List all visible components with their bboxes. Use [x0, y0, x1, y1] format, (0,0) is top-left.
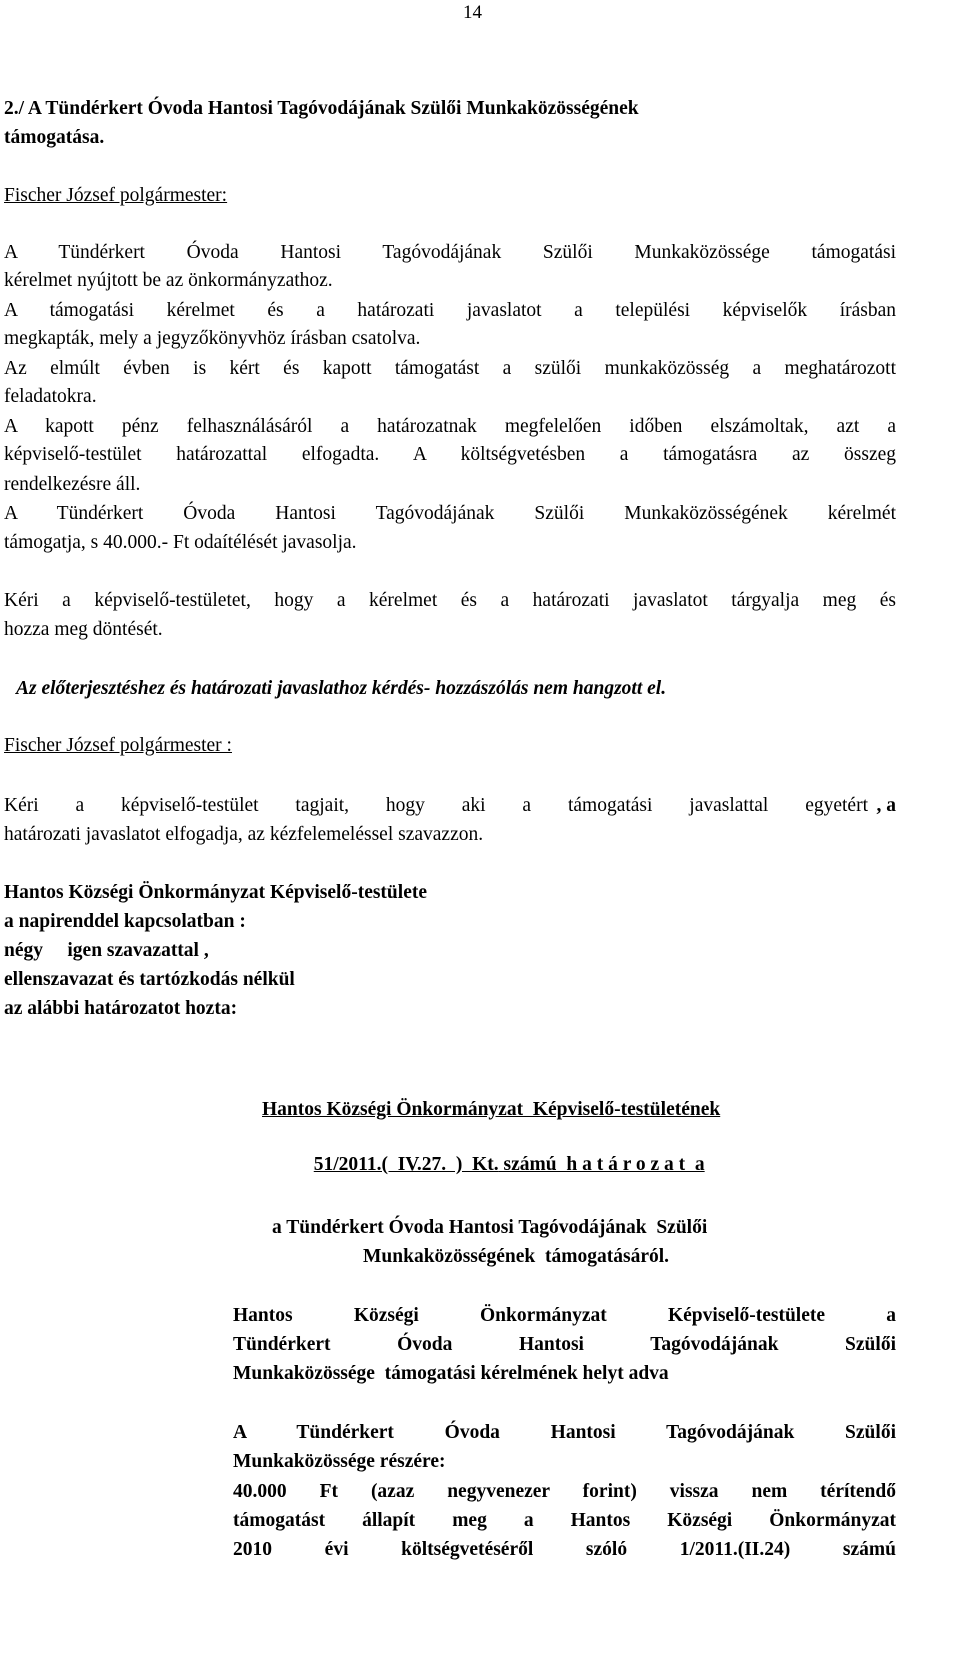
resolution-body1-line2: Tündérkert Óvoda Hantosi Tagóvodájának Szülői	[233, 1334, 896, 1355]
resolution-body2-line5: 2010 évi költségvetéséről szóló 1/2011.(II.24) számú	[233, 1539, 896, 1560]
resolution-body2-line2: Munkaközössége részére:	[233, 1451, 446, 1472]
speaker-mayor-2: Fischer József polgármester :	[4, 735, 232, 756]
resolution-body2-line4: támogatást állapít meg a Hantos Községi Önkormányzat	[233, 1510, 896, 1531]
resolution-body2-line3: 40.000 Ft (azaz negyvenezer forint) vissza nem térítendő	[233, 1481, 896, 1502]
resolution-body1-line1: Hantos Községi Önkormányzat Képviselő-testülete a	[233, 1305, 896, 1326]
vote-line2: a napirenddel kapcsolatban :	[4, 911, 246, 932]
para1-line4: megkapták, mely a jegyzőkönyvhöz írásban csatolva.	[4, 328, 421, 349]
resolution-subject-line2: Munkaközösségének támogatásáról.	[363, 1246, 670, 1267]
para1-line3: A támogatási kérelmet és a határozati javaslatot a települési képviselők írásban	[4, 300, 896, 321]
resolution-title-line1: Hantos Községi Önkormányzat Képviselő-testületének	[262, 1099, 721, 1120]
para3-line1	[4, 793, 896, 819]
para1-line8: képviselő-testület határozattal elfogadta. A költségvetésben a támogatásra az összeg	[4, 444, 896, 465]
para3-line1-end: , a	[876, 795, 896, 816]
para1-line6: feladatokra.	[4, 386, 97, 407]
resolution-label: számú h a t á r o z a t a	[498, 1154, 705, 1175]
para2-line1: Kéri a képviselő-testületet, hogy a kérelmet és a határozati javaslatot tárgyalja meg és	[4, 590, 896, 611]
resolution-body1-line3: Munkaközössége támogatási kérelmének helyt adva	[233, 1363, 669, 1384]
vote-line5: az alábbi határozatot hozta:	[4, 998, 238, 1019]
para1-line5: Az elmúlt évben is kért és kapott támogatást a szülői munkaközösség a meghatározott	[4, 358, 896, 379]
para2-line2: hozza meg döntését.	[4, 619, 163, 640]
para1-line7: A kapott pénz felhasználásáról a határozatnak megfelelően időben elszámoltak, azt a	[4, 416, 896, 437]
para3-line2: határozati javaslatot elfogadja, az kézfelemeléssel szavazzon.	[4, 824, 484, 845]
para1-line10: A Tündérkert Óvoda Hantosi Tagóvodájának Szülői Munkaközösségének kérelmét	[4, 503, 896, 524]
vote-line3: négy igen szavazattal ,	[4, 940, 209, 961]
item-heading-line2: támogatása.	[4, 127, 105, 148]
para3-line1-text: Kéri a képviselő-testület tagjait, hogy aki a támogatási javaslattal egyetért	[4, 795, 868, 816]
para1-line11: támogatja, s 40.000.- Ft odaítélését javasolja.	[4, 532, 357, 553]
item-heading-line1: 2./ A Tündérkert Óvoda Hantosi Tagóvodájának Szülői Munkaközösségének	[4, 98, 639, 119]
para1-line1: A Tündérkert Óvoda Hantosi Tagóvodájának Szülői Munkaközössége támogatási	[4, 242, 896, 263]
no-comment-statement: Az előterjesztéshez és határozati javaslathoz kérdés- hozzászólás nem hangzott el.	[16, 678, 667, 699]
resolution-title-line2	[304, 1126, 705, 1178]
resolution-subject-line1: a Tündérkert Óvoda Hantosi Tagóvodájának Szülői	[272, 1217, 708, 1238]
resolution-number: 51/2011.( IV.27. ) Kt.	[313, 1154, 499, 1175]
speaker-mayor-1: Fischer József polgármester:	[4, 185, 228, 206]
vote-line1: Hantos Községi Önkormányzat Képviselő-testülete	[4, 882, 427, 903]
para1-line9: rendelkezésre áll.	[4, 474, 141, 495]
resolution-body2-line1: A Tündérkert Óvoda Hantosi Tagóvodájának Szülői	[233, 1422, 896, 1443]
vote-line4: ellenszavazat és tartózkodás nélkül	[4, 969, 295, 990]
para1-line2: kérelmet nyújtott be az önkormányzathoz.	[4, 270, 333, 291]
page-number: 14	[463, 2, 482, 23]
